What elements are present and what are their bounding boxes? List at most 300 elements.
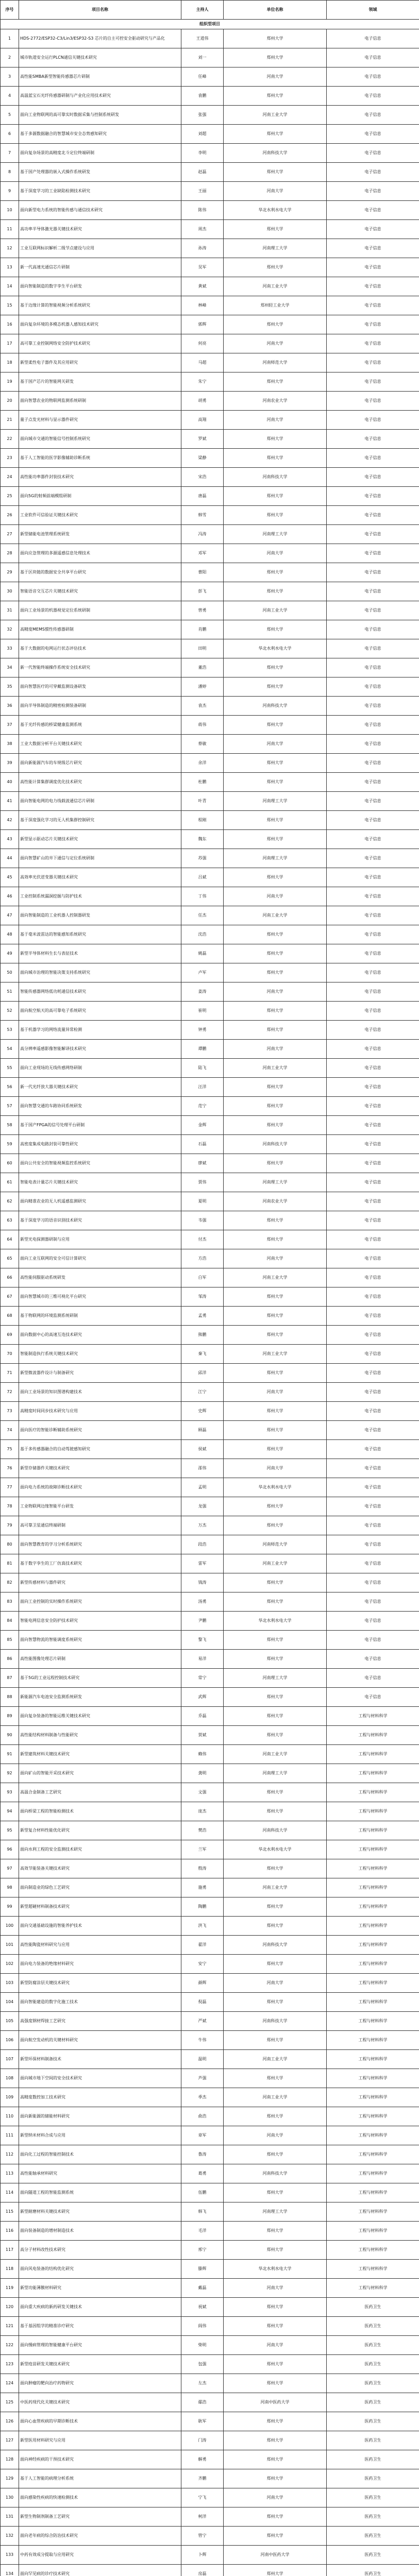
table-row <box>1 2088 419 2107</box>
row-index: 20 <box>1 392 19 411</box>
table-row <box>1 2393 419 2412</box>
row-project-name: 面向智慧农业的物联网监测系统研制 <box>19 392 181 411</box>
row-index: 110 <box>1 2107 19 2126</box>
row-index: 67 <box>1 1287 19 1307</box>
row-index: 7 <box>1 144 19 163</box>
row-unit: 郑州大学 <box>224 1497 327 1516</box>
row-field: 电子信息 <box>327 411 419 430</box>
row-unit: 郑州大学 <box>224 1783 327 1802</box>
row-project-name: 新型功能薄膜材料研究 <box>19 2279 181 2298</box>
table-row <box>1 392 419 411</box>
table-row <box>1 1459 419 1478</box>
row-principal: 鲁涛 <box>181 2145 224 2164</box>
row-unit: 郑州大学 <box>224 1402 327 1421</box>
row-index: 107 <box>1 2050 19 2069</box>
row-index: 94 <box>1 1802 19 1821</box>
row-principal: 白军 <box>181 1268 224 1287</box>
table-row <box>1 1516 419 1535</box>
row-index: 53 <box>1 1021 19 1040</box>
table-row <box>1 1192 419 1211</box>
row-field: 电子信息 <box>327 1097 419 1116</box>
row-unit: 郑州大学 <box>224 1364 327 1383</box>
row-index: 78 <box>1 1497 19 1516</box>
table-row <box>1 1688 419 1707</box>
row-index: 62 <box>1 1192 19 1211</box>
row-unit: 郑州大学 <box>224 658 327 677</box>
row-unit: 河南理工大学 <box>224 2202 327 2222</box>
row-field: 工程与材料科学 <box>327 1707 419 1726</box>
row-index: 46 <box>1 887 19 906</box>
row-project-name: 面向智慧教育的学习分析系统研究 <box>19 1535 181 1554</box>
row-project-name: 基于深度学习的语音识别技术研究 <box>19 1211 181 1230</box>
row-project-name: 面向数据中心的高速互连技术研究 <box>19 1326 181 1345</box>
row-principal: 武辉 <box>181 1688 224 1707</box>
row-principal: 付杰 <box>181 1230 224 1249</box>
table-row <box>1 1573 419 1592</box>
row-principal: 吴军 <box>181 258 224 277</box>
row-index: 120 <box>1 2298 19 2317</box>
row-unit: 郑州大学 <box>224 2565 327 2576</box>
table-row <box>1 2183 419 2202</box>
row-principal: 芦强 <box>181 2069 224 2088</box>
row-principal: 方浩 <box>181 1249 224 1268</box>
row-unit: 河南工业大学 <box>224 1268 327 1287</box>
row-project-name: 高精度时间同步技术研究与应用 <box>19 1402 181 1421</box>
row-unit: 郑州大学 <box>224 1917 327 1936</box>
row-index: 109 <box>1 2088 19 2107</box>
table-row <box>1 1364 419 1383</box>
row-field: 电子信息 <box>327 277 419 296</box>
row-principal: 易洋 <box>181 1650 224 1669</box>
row-field: 电子信息 <box>327 258 419 277</box>
table-body <box>1 20 419 2576</box>
table-row <box>1 792 419 811</box>
table-row <box>1 1726 419 1745</box>
row-project-name: 面向智能建造的数字化施工技术 <box>19 1993 181 2012</box>
table-row <box>1 1402 419 1421</box>
row-index: 22 <box>1 430 19 449</box>
row-field: 电子信息 <box>327 1002 419 1021</box>
row-project-name: 面向智能电网的电力线载波通信芯片研制 <box>19 792 181 811</box>
row-index: 112 <box>1 2145 19 2164</box>
row-project-name: 新型疫苗研发关键技术研究 <box>19 2355 181 2374</box>
row-index: 102 <box>1 1955 19 1974</box>
row-project-name: 新一代光纤放大器关键技术研究 <box>19 1078 181 1097</box>
row-principal: 戴磊 <box>181 2279 224 2298</box>
row-field: 医药卫生 <box>327 2546 419 2565</box>
row-field: 电子信息 <box>327 29 419 48</box>
row-index: 121 <box>1 2317 19 2336</box>
row-unit: 河南大学 <box>224 2336 327 2355</box>
row-principal: 曹阳 <box>181 563 224 582</box>
row-project-name: 面向工业物联网的高可靠实时数据采集与控制系统研发 <box>19 106 181 125</box>
row-unit: 河南理工大学 <box>224 792 327 811</box>
row-index: 90 <box>1 1726 19 1745</box>
row-unit: 河南工业大学 <box>224 106 327 125</box>
row-principal: 常宁 <box>181 1669 224 1688</box>
row-principal: 季杰 <box>181 2088 224 2107</box>
table-row <box>1 1249 419 1268</box>
row-principal: 王道伟 <box>181 29 224 48</box>
row-project-name: 基于深度强化学习的无人机集群控制研究 <box>19 811 181 830</box>
row-index: 133 <box>1 2546 19 2565</box>
row-unit: 河南大学 <box>224 1459 327 1478</box>
row-project-name: 新一代高速光通信芯片研制 <box>19 258 181 277</box>
row-index: 72 <box>1 1383 19 1402</box>
table-row <box>1 1955 419 1974</box>
row-principal: 汪洋 <box>181 1078 224 1097</box>
row-index: 30 <box>1 582 19 601</box>
table-row <box>1 1230 419 1249</box>
row-unit: 河南理工大学 <box>224 1764 327 1783</box>
row-project-name: 新型光电探测器研制与应用 <box>19 1230 181 1249</box>
row-project-name: 面向城市治理的智能决策支持系统研究 <box>19 963 181 982</box>
row-field: 电子信息 <box>327 868 419 887</box>
row-project-name: 工业控制系统漏洞挖掘与防护技术 <box>19 887 181 906</box>
row-index: 93 <box>1 1783 19 1802</box>
row-unit: 河南师范大学 <box>224 1535 327 1554</box>
row-principal: 苏强 <box>181 849 224 868</box>
row-unit: 郑州大学 <box>224 1688 327 1707</box>
table-row <box>1 2107 419 2126</box>
row-project-name: 面向复杂装备的智能运维关键技术研究 <box>19 1707 181 1726</box>
row-principal: 姜涛 <box>181 982 224 1002</box>
row-principal: 林峰 <box>181 296 224 315</box>
row-principal: 黄斌 <box>181 277 224 296</box>
row-project-name: 新型纳米材料合成与应用 <box>19 2126 181 2145</box>
row-field: 工程与材料科学 <box>327 1974 419 1993</box>
row-project-name: 面向新能源的储能材料研究 <box>19 2107 181 2126</box>
row-field: 电子信息 <box>327 1459 419 1478</box>
row-project-name: 高性能计算集群调度优化技术研究 <box>19 773 181 792</box>
row-index: 84 <box>1 1612 19 1631</box>
table-row <box>1 106 419 125</box>
table-row <box>1 1268 419 1287</box>
row-index: 117 <box>1 2241 19 2260</box>
row-index: 9 <box>1 182 19 201</box>
row-index: 100 <box>1 1917 19 1936</box>
table-row <box>1 1745 419 1764</box>
row-index: 131 <box>1 2507 19 2527</box>
row-unit: 郑州大学 <box>224 773 327 792</box>
row-index: 86 <box>1 1650 19 1669</box>
row-field: 工程与材料科学 <box>327 2145 419 2164</box>
row-project-name: 高性能功率器件封装技术研究 <box>19 468 181 487</box>
row-principal: 胡勇 <box>181 392 224 411</box>
row-principal: 袁杰 <box>181 697 224 716</box>
table-row <box>1 830 419 849</box>
table-row <box>1 2126 419 2145</box>
row-unit: 郑州大学 <box>224 315 327 334</box>
row-index: 130 <box>1 2488 19 2507</box>
row-index: 75 <box>1 1440 19 1459</box>
row-field: 电子信息 <box>327 87 419 106</box>
table-row <box>1 1307 419 1326</box>
table-row <box>1 411 419 430</box>
row-unit: 河南工业大学 <box>224 277 327 296</box>
row-field: 医药卫生 <box>327 2393 419 2412</box>
row-field: 电子信息 <box>327 1345 419 1364</box>
row-unit: 郑州大学 <box>224 1440 327 1459</box>
row-index: 31 <box>1 601 19 620</box>
row-principal: 钟勇 <box>181 1021 224 1040</box>
row-project-name: 面向复杂场景的高精度北斗定位终端研制 <box>19 144 181 163</box>
row-index: 26 <box>1 506 19 525</box>
table-row <box>1 1173 419 1192</box>
row-unit: 河南科技大学 <box>224 2012 327 2031</box>
table-row <box>1 2507 419 2527</box>
row-unit: 郑州大学 <box>224 1002 327 1021</box>
row-unit: 河南农业大学 <box>224 1192 327 1211</box>
section-header-row <box>1 20 419 29</box>
row-project-name: 面向智能制造的数字孪生平台研发 <box>19 277 181 296</box>
row-project-name: 面向感染性疾病的快速检测技术 <box>19 2488 181 2507</box>
row-field: 工程与材料科学 <box>327 1821 419 1840</box>
row-principal: 左杰 <box>181 2374 224 2393</box>
row-unit: 郑州大学 <box>224 1097 327 1116</box>
row-project-name: 面向水利工程的安全监测技术研究 <box>19 1840 181 1859</box>
row-index: 4 <box>1 87 19 106</box>
row-project-name: 高性能陶瓷材料研究与应用 <box>19 1936 181 1955</box>
row-index: 59 <box>1 1135 19 1154</box>
row-principal: 贾伟 <box>181 1173 224 1192</box>
row-project-name: 基于多传感器融合的自动驾驶感知研究 <box>19 1440 181 1459</box>
row-project-name: 面向智慧物流的智能调度系统研究 <box>19 1631 181 1650</box>
row-project-name: 面向风电装备的结构优化研究 <box>19 2260 181 2279</box>
table-row <box>1 944 419 963</box>
table-header-row <box>1 1 419 20</box>
row-field: 电子信息 <box>327 1421 419 1440</box>
table-row <box>1 1878 419 1897</box>
row-project-name: 高密度集成电路封装可靠性研究 <box>19 1135 181 1154</box>
row-unit: 郑州大学 <box>224 754 327 773</box>
row-index: 116 <box>1 2222 19 2241</box>
row-field: 电子信息 <box>327 811 419 830</box>
row-field: 电子信息 <box>327 430 419 449</box>
row-principal: 宁飞 <box>181 2488 224 2507</box>
row-project-name: 面向医疗的智能诊断辅助系统研究 <box>19 1421 181 1440</box>
table-row <box>1 87 419 106</box>
row-principal: 阎伟 <box>181 2317 224 2336</box>
row-project-name: 高性能伺服驱动系统研发 <box>19 1268 181 1287</box>
row-index: 27 <box>1 525 19 544</box>
row-field: 电子信息 <box>327 487 419 506</box>
row-index: 61 <box>1 1173 19 1192</box>
row-index: 87 <box>1 1669 19 1688</box>
row-field: 电子信息 <box>327 1307 419 1326</box>
table-row <box>1 487 419 506</box>
row-principal: 邱洋 <box>181 1364 224 1383</box>
row-unit: 华北水利水电大学 <box>224 1478 327 1497</box>
row-principal: 史辉 <box>181 1402 224 1421</box>
row-principal: 邹涛 <box>181 1287 224 1307</box>
row-principal: 黎飞 <box>181 1631 224 1650</box>
row-unit: 郑州大学 <box>224 1650 327 1669</box>
row-unit: 郑州大学 <box>224 1707 327 1726</box>
row-index: 50 <box>1 963 19 982</box>
row-principal: 龙强 <box>181 1497 224 1516</box>
table-row <box>1 1478 419 1497</box>
row-unit: 郑州大学 <box>224 677 327 697</box>
table-row <box>1 506 419 525</box>
row-principal: 姚磊 <box>181 944 224 963</box>
row-principal: 顾磊 <box>181 1421 224 1440</box>
row-unit: 郑州大学 <box>224 716 327 735</box>
table-row <box>1 525 419 544</box>
row-unit: 郑州大学 <box>224 87 327 106</box>
table-row <box>1 1993 419 2012</box>
row-principal: 冯涛 <box>181 525 224 544</box>
table-row <box>1 2279 419 2298</box>
row-field: 电子信息 <box>327 544 419 563</box>
row-unit: 河南中医药大学 <box>224 2393 327 2412</box>
row-project-name: 基于基因组学的精准诊疗研究 <box>19 2317 181 2336</box>
row-principal: 何亮 <box>181 334 224 353</box>
row-project-name: 面向罕见病的诊疗技术研究 <box>19 2565 181 2576</box>
row-index: 89 <box>1 1707 19 1726</box>
row-index: 16 <box>1 315 19 334</box>
row-index: 44 <box>1 849 19 868</box>
row-unit: 河南理工大学 <box>224 849 327 868</box>
row-field: 工程与材料科学 <box>327 2088 419 2107</box>
table-row <box>1 1535 419 1554</box>
row-field: 电子信息 <box>327 1516 419 1535</box>
table-row <box>1 2355 419 2374</box>
row-index: 18 <box>1 353 19 372</box>
row-project-name: 高可靠工业控制网络安全防护技术研究 <box>19 334 181 353</box>
row-unit: 郑州大学 <box>224 2374 327 2393</box>
row-unit: 河南师范大学 <box>224 353 327 372</box>
row-field: 工程与材料科学 <box>327 2164 419 2183</box>
row-project-name: 面向智慧医疗的可穿戴监测设备研发 <box>19 677 181 697</box>
row-field: 工程与材料科学 <box>327 2260 419 2279</box>
row-unit: 郑州大学 <box>224 1230 327 1249</box>
row-index: 88 <box>1 1688 19 1707</box>
row-project-name: 高效率光伏逆变器关键技术研究 <box>19 868 181 887</box>
table-row <box>1 925 419 944</box>
row-index: 124 <box>1 2374 19 2393</box>
row-index: 81 <box>1 1554 19 1573</box>
row-unit: 郑州大学 <box>224 1573 327 1592</box>
row-unit: 河南大学 <box>224 887 327 906</box>
row-unit: 郑州大学 <box>224 2069 327 2088</box>
table-row <box>1 468 419 487</box>
row-project-name: 新型医用材料研究与应用 <box>19 2431 181 2450</box>
row-principal: 刘一 <box>181 48 224 67</box>
row-principal: 管宁 <box>181 2527 224 2546</box>
row-field: 电子信息 <box>327 1554 419 1573</box>
row-field: 电子信息 <box>327 449 419 468</box>
row-index: 36 <box>1 697 19 716</box>
row-project-name: 高分辨率遥感影像智能解译技术研究 <box>19 1040 181 1059</box>
table-row <box>1 2469 419 2488</box>
row-field: 电子信息 <box>327 296 419 315</box>
table-row <box>1 1154 419 1173</box>
row-field: 电子信息 <box>327 239 419 258</box>
table-row <box>1 277 419 296</box>
table-row <box>1 125 419 144</box>
row-index: 108 <box>1 2069 19 2088</box>
row-field: 电子信息 <box>327 1592 419 1612</box>
row-field: 电子信息 <box>327 982 419 1002</box>
row-index: 132 <box>1 2527 19 2546</box>
table-row <box>1 963 419 982</box>
table-row <box>1 982 419 1002</box>
row-principal: 彭飞 <box>181 582 224 601</box>
table-row <box>1 201 419 220</box>
row-project-name: 面向城市地下空间的安全技术研究 <box>19 2069 181 2088</box>
row-unit: 华北水利水电大学 <box>224 201 327 220</box>
table-row <box>1 1802 419 1821</box>
row-principal: 房磊 <box>181 2565 224 2576</box>
row-field: 工程与材料科学 <box>327 1764 419 1783</box>
row-principal: 袁鹏 <box>181 87 224 106</box>
row-field: 工程与材料科学 <box>327 1955 419 1974</box>
row-principal: 耿军 <box>181 2412 224 2431</box>
row-index: 126 <box>1 2412 19 2431</box>
row-unit: 河南大学 <box>224 2488 327 2507</box>
row-field: 工程与材料科学 <box>327 2069 419 2088</box>
row-index: 64 <box>1 1230 19 1249</box>
row-field: 电子信息 <box>327 716 419 735</box>
row-index: 34 <box>1 658 19 677</box>
row-project-name: 新型微波器件设计与制备研究 <box>19 1364 181 1383</box>
row-field: 电子信息 <box>327 1173 419 1192</box>
row-unit: 河南理工大学 <box>224 525 327 544</box>
table-row <box>1 48 419 67</box>
row-unit: 郑州大学 <box>224 1631 327 1650</box>
table-row <box>1 1326 419 1345</box>
table-row <box>1 296 419 315</box>
row-principal: 钱涛 <box>181 1573 224 1592</box>
row-unit: 郑州大学 <box>224 48 327 67</box>
row-project-name: 新型防腐涂层关键技术研究 <box>19 1974 181 1993</box>
row-field: 电子信息 <box>327 506 419 525</box>
row-unit: 郑州大学 <box>224 506 327 525</box>
row-field: 工程与材料科学 <box>327 2050 419 2069</box>
row-index: 41 <box>1 792 19 811</box>
row-project-name: 基于区块链的数据安全共享平台研究 <box>19 563 181 582</box>
row-index: 113 <box>1 2164 19 2183</box>
row-principal: 周杰 <box>181 220 224 239</box>
row-principal: 齐鹏 <box>181 2469 224 2488</box>
row-unit: 郑州大学 <box>224 1993 327 2012</box>
row-index: 25 <box>1 487 19 506</box>
row-unit: 河南工业大学 <box>224 1345 327 1364</box>
row-project-name: 高性能结构材料制备与性能研究 <box>19 1726 181 1745</box>
table-row <box>1 1669 419 1688</box>
row-principal: 夏明 <box>181 1192 224 1211</box>
table-row <box>1 1497 419 1516</box>
row-field: 工程与材料科学 <box>327 1897 419 1917</box>
row-unit: 郑州大学 <box>224 582 327 601</box>
row-field: 电子信息 <box>327 887 419 906</box>
row-unit: 郑州大学 <box>224 1859 327 1878</box>
table-row <box>1 1631 419 1650</box>
row-index: 65 <box>1 1249 19 1268</box>
row-unit: 郑州大学 <box>224 1421 327 1440</box>
row-unit: 河南农业大学 <box>224 392 327 411</box>
row-field: 电子信息 <box>327 925 419 944</box>
row-index: 95 <box>1 1821 19 1840</box>
row-index: 19 <box>1 372 19 392</box>
row-unit: 郑州大学 <box>224 1592 327 1612</box>
row-principal: 邵伟 <box>181 1459 224 1478</box>
row-principal: 马超 <box>181 353 224 372</box>
row-principal: 熊鹏 <box>181 1326 224 1345</box>
row-principal: 章军 <box>181 2126 224 2145</box>
row-project-name: 基于大数据的电网运行状态评估技术 <box>19 639 181 658</box>
